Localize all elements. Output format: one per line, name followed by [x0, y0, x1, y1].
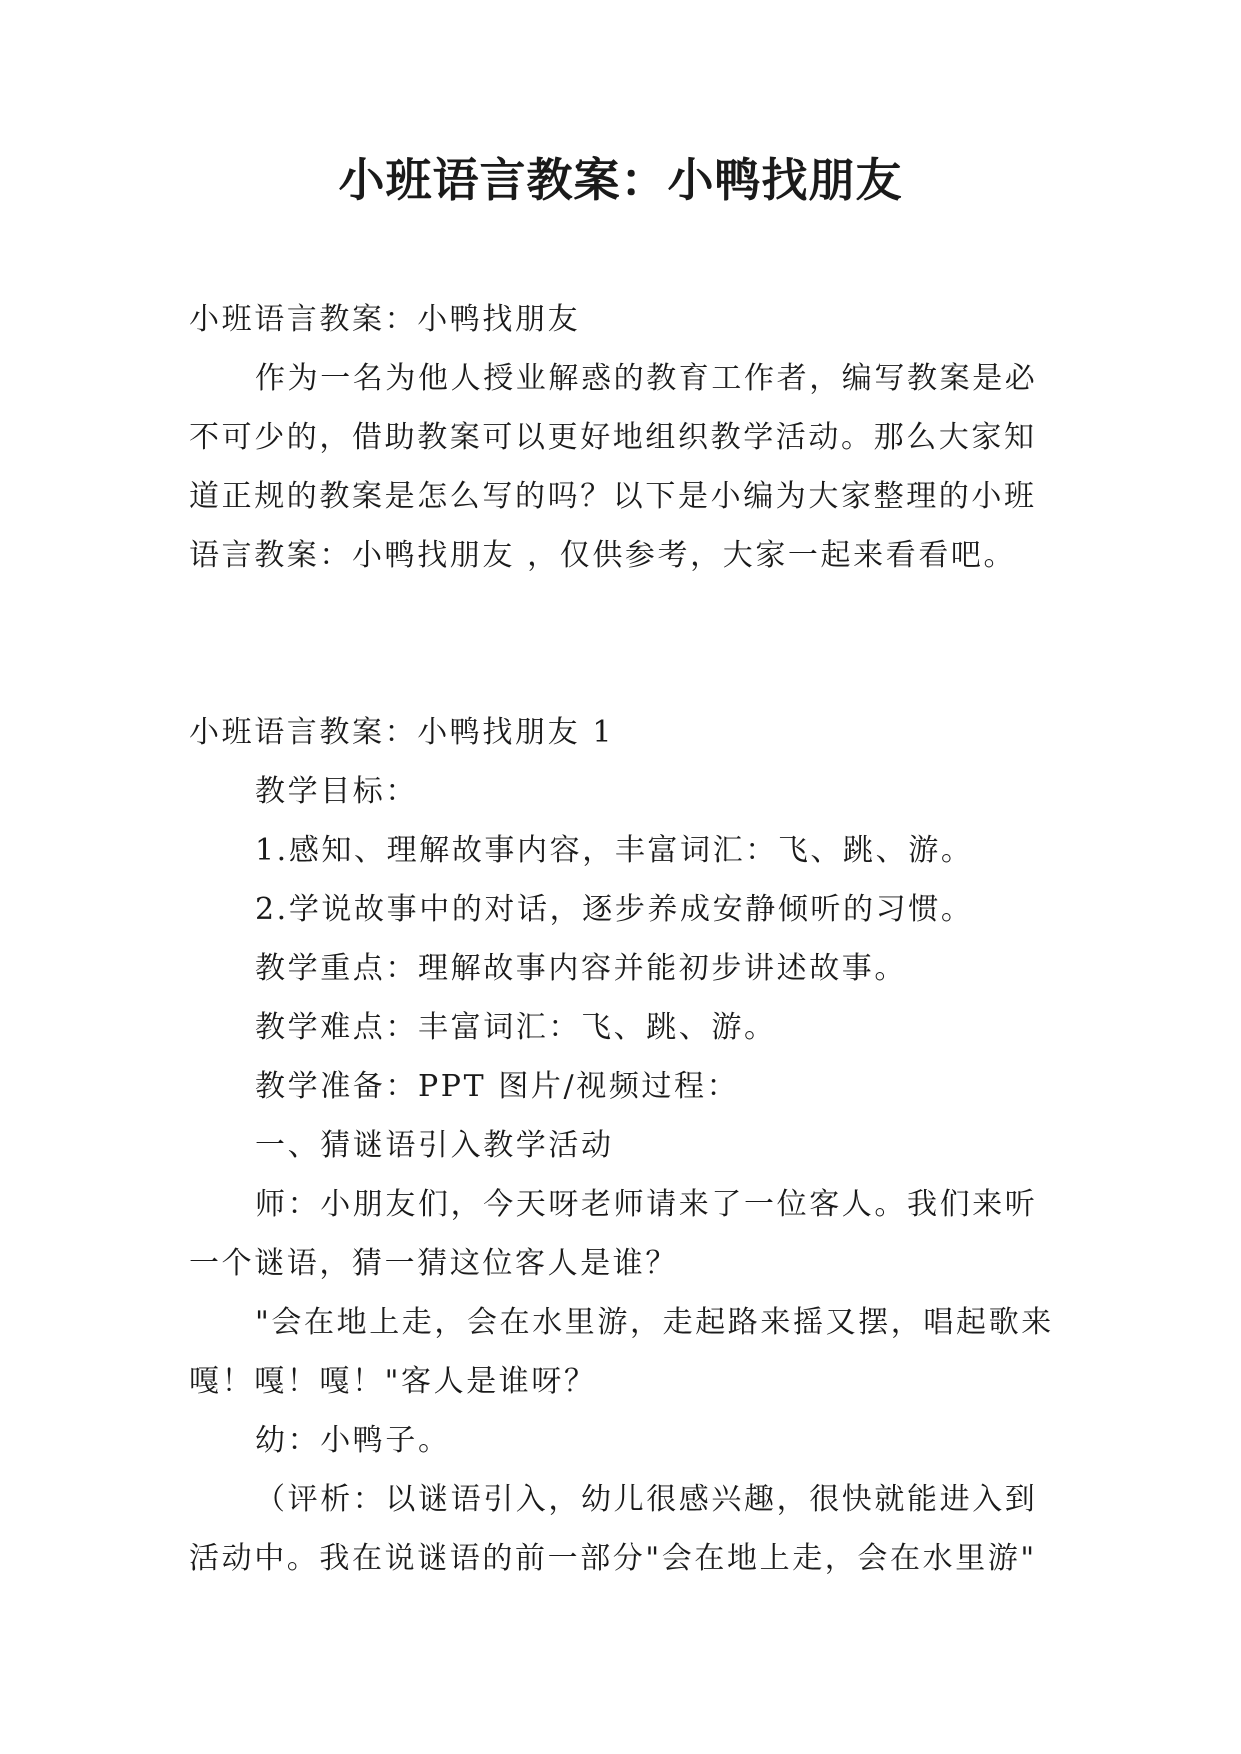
document-title: 小班语言教案：小鸭找朋友: [338, 153, 903, 207]
intro-heading: 小班语言教案：小鸭找朋友: [189, 302, 581, 337]
section-heading: 小班语言教案：小鸭找朋友 1: [189, 715, 615, 750]
section-spacer: [189, 585, 1069, 703]
preparation: 教学准备：PPT 图片/视频过程：: [255, 1069, 740, 1104]
step-heading: 一、猜谜语引入教学活动: [255, 1128, 614, 1163]
intro-paragraph: 作为一名为他人授业解惑的教育工作者，编写教案是必不可少的，借助教案可以更好地组织教学活动。那么大家知道正规的教案是怎么写的吗？以下是小编为大家整理的小班语言教案：小鸭找朋友 ，仅供参考，大家一起来看看吧。: [189, 361, 1038, 573]
goals-label: 教学目标：: [255, 774, 418, 809]
comment-text: （评析：以谜语引入，幼儿很感兴趣，很快就能进入到活动中。我在说谜语的前一部分"会在地上走，会在水里游": [189, 1482, 1038, 1576]
riddle-text: "会在地上走，会在水里游，走起路来摇又摆，唱起歌来嘎！嘎！嘎！"客人是谁呀？: [189, 1305, 1054, 1399]
goal-item-2: 2.学说故事中的对话，逐步养成安静倾听的习惯。: [255, 892, 974, 927]
goal-item-1: 1.感知、理解故事内容，丰富词汇：飞、跳、游。: [255, 833, 974, 868]
difficulty: 教学难点：丰富词汇：飞、跳、游。: [255, 1010, 777, 1045]
teacher-line: 师：小朋友们，今天呀老师请来了一位客人。我们来听一个谜语，猜一猜这位客人是谁？: [189, 1187, 1038, 1281]
document-body: [189, 290, 1069, 1588]
key-point: 教学重点：理解故事内容并能初步讲述故事。: [255, 951, 907, 986]
child-line: 幼：小鸭子。: [255, 1423, 451, 1458]
